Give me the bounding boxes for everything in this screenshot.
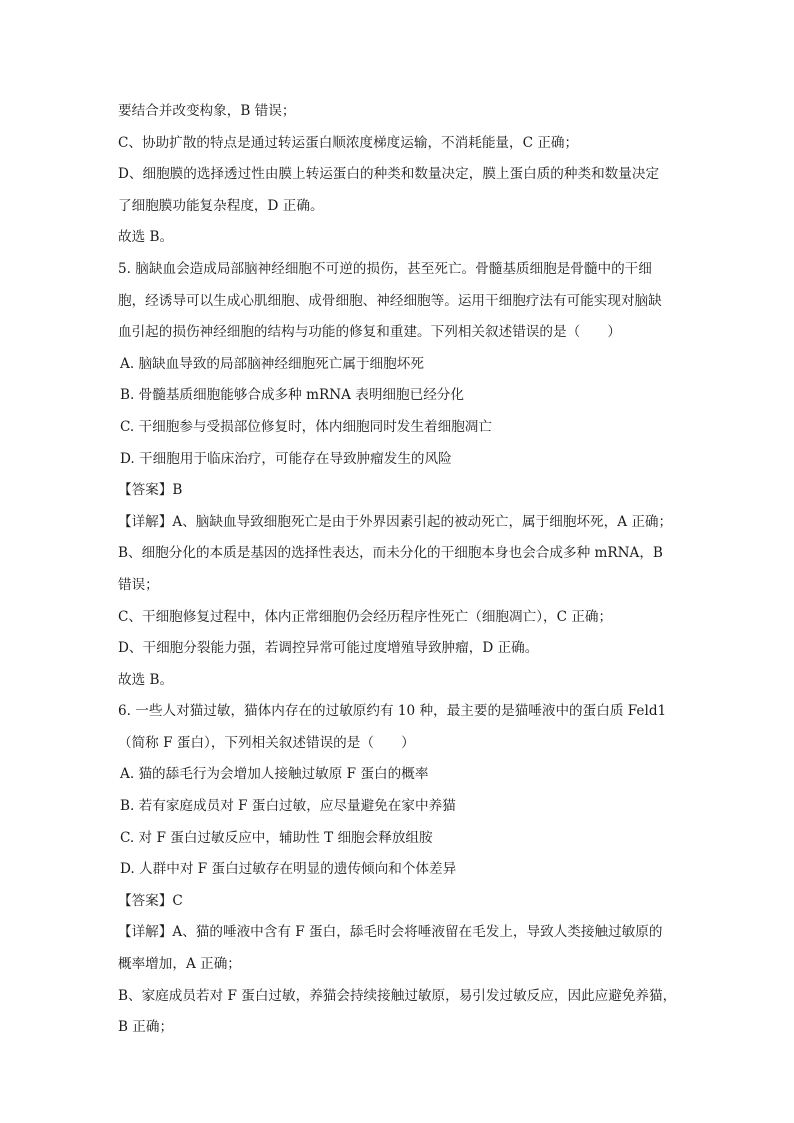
question-5-explain-4: C、干细胞修复过程中，体内正常细胞仍会经历程序性死亡（细胞凋亡），C 正确； (118, 608, 613, 625)
question-5-line-3: 血引起的损伤神经细胞的结构与功能的修复和重建。下列相关叙述错误的是（ ） (118, 324, 621, 341)
question-5-line-1: 5. 脑缺血会造成局部脑神经细胞不可逆的损伤，甚至死亡。骨髓基质细胞是骨髓中的干细 (118, 260, 652, 277)
question-5-line-2: 胞，经诱导可以生成心肌细胞、成骨细胞、神经细胞等。运用干细胞疗法有可能实现对脑缺 (118, 292, 662, 309)
question-5-option-d: D. 干细胞用于临床治疗，可能存在导致肿瘤发生的风险 (120, 450, 452, 467)
question-6-option-a: A. 猫的舔毛行为会增加人接触过敏原 F 蛋白的概率 (120, 766, 429, 783)
document-page (118, 96, 678, 1044)
question-5-explain-1: 【详解】A、脑缺血导致细胞死亡是由于外界因素引起的被动死亡，属于细胞坏死，A 正确； (118, 513, 673, 530)
text-line-2: C、协助扩散的特点是通过转运蛋白顺浓度梯度运输，不消耗能量，C 正确； (118, 134, 579, 151)
question-5-option-a: A. 脑缺血导致的局部脑神经细胞死亡属于细胞坏死 (120, 355, 424, 372)
question-6-line-1: 6. 一些人对猫过敏，猫体内存在的过敏原约有 10 种，最主要的是猫唾液中的蛋白质 Feld1 (118, 703, 667, 720)
question-5-answer: 【答案】B (118, 482, 183, 499)
text-line-4: 了细胞膜功能复杂程度，D 正确。 (118, 197, 324, 214)
question-6-explain-4: B 正确； (118, 1019, 174, 1036)
question-5-explain-3: 错误； (118, 576, 159, 593)
question-5-option-b: B. 骨髓基质细胞能够合成多种 mRNA 表明细胞已经分化 (120, 387, 464, 404)
question-6-explain-2: 概率增加，A 正确； (118, 956, 241, 973)
question-5-option-c: C. 干细胞参与受损部位修复时，体内细胞同时发生着细胞凋亡 (120, 418, 492, 435)
question-6-option-b: B. 若有家庭成员对 F 蛋白过敏，应尽量避免在家中养猫 (120, 798, 456, 815)
question-5-explain-2: B、细胞分化的本质是基因的选择性表达，而未分化的干细胞本身也会合成多种 mRNA，B (118, 545, 663, 562)
question-5-explain-5: D、干细胞分裂能力强，若调控异常可能过度增殖导致肿瘤，D 正确。 (118, 640, 539, 657)
question-5-conclusion: 故选 B。 (118, 671, 174, 688)
question-6-answer: 【答案】C (118, 892, 183, 909)
question-6-option-d: D. 人群中对 F 蛋白过敏存在明显的遗传倾向和个体差异 (120, 861, 457, 878)
question-6-explain-3: B、家庭成员若对 F 蛋白过敏，养猫会持续接触过敏原，易引发过敏反应，因此应避免养猫， (118, 987, 677, 1004)
text-line-1: 要结合并改变构象，B 错误； (118, 103, 296, 119)
question-6-line-2: （简称 F 蛋白），下列相关叙述错误的是（ ） (118, 734, 415, 751)
question-6-explain-1: 【详解】A、猫的唾液中含有 F 蛋白，舔毛时会将唾液留在毛发上，导致人类接触过敏原的 (118, 924, 663, 941)
text-line-5: 故选 B。 (118, 229, 174, 246)
question-6-option-c: C. 对 F 蛋白过敏反应中，辅助性 T 细胞会释放组胺 (120, 829, 433, 846)
text-line-3: D、细胞膜的选择透过性由膜上转运蛋白的种类和数量决定，膜上蛋白质的种类和数量决定 (118, 166, 660, 183)
